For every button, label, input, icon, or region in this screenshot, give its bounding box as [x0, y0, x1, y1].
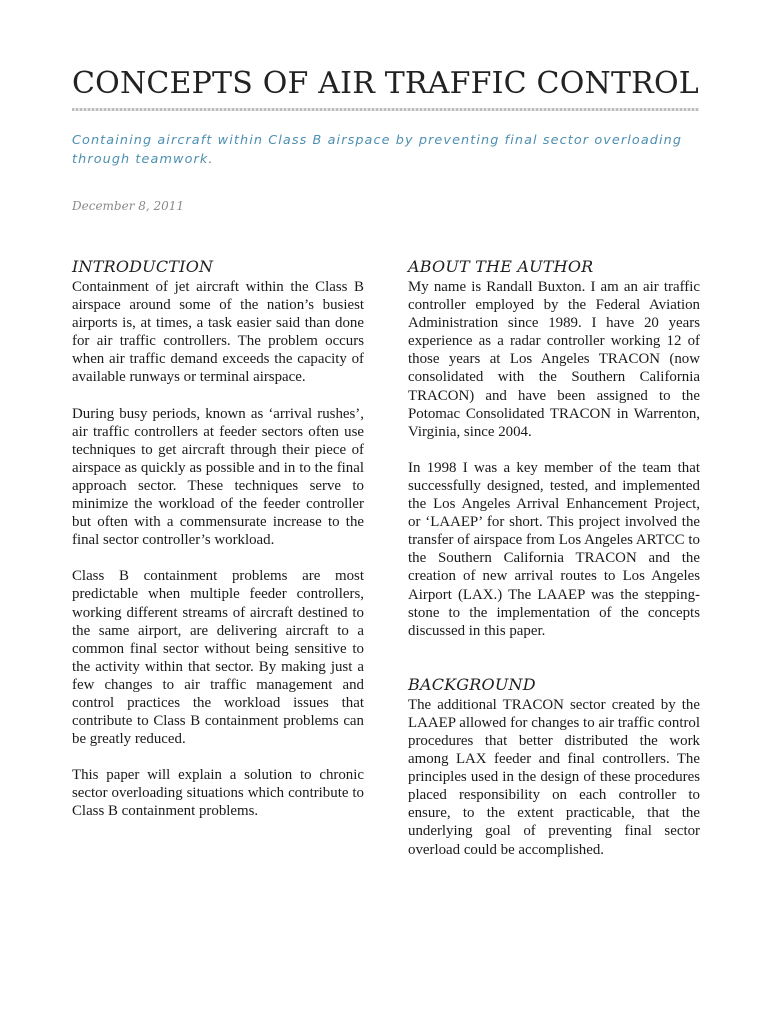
- background-paragraph-1: The additional TRACON sector created by the LAAEP allowed for changes to air traffic control procedures that better distributed the work among LAX feeder and final controllers. The principles used in the design of these procedures placed responsibility on each controller to ensure, to the extent practicable, that the underlying goal of preventing final sector overload could be accomplished.: [408, 696, 700, 858]
- author-paragraph-2: In 1998 I was a key member of the team that successfully designed, tested, and implemented the Los Angeles Arrival Enhancement Project, or ‘LAAEP’ for short. This project involved the transfer of airspace from Los Angeles ARTCC to the Southern California TRACON and the creation of new arrival routes to Los Angeles Airport (LAX.) The LAAEP was the stepping-stone to the implementation of the concepts discussed in this paper.: [408, 459, 700, 639]
- background-heading: BACKGROUND: [408, 674, 536, 694]
- document-title: CONCEPTS OF AIR TRAFFIC CONTROL: [72, 66, 699, 101]
- subtitle-text: Containing aircraft within Class B airspace by preventing final sector overloading through teamwork: [72, 133, 683, 167]
- intro-paragraph-3: Class B containment problems are most predictable when multiple feeder controllers, working different streams of aircraft destined to the same airport, are delivering aircraft to a common final sector without being sensitive to the activity within that sector. By making just a few changes to air traffic management and control practices the workload issues that contribute to Class B containment problems can be greatly reduced.: [72, 568, 364, 748]
- author-paragraph-1: My name is Randall Buxton. I am an air traffic controller employed by the Federal Aviation Administration since 1989. I have 20 years experience as a radar controller working 12 of those years at Los Angeles TRACON (now consolidated with the Southern California TRACON) and have been assigned to the Potomac Consolidated TRACON in Warrenton, Virginia, since 2004.: [408, 279, 700, 440]
- document-subtitle: [72, 131, 692, 169]
- about-author-heading: ABOUT THE AUTHOR: [408, 257, 594, 276]
- title-divider: [72, 108, 699, 111]
- introduction-heading: INTRODUCTION: [72, 257, 214, 276]
- subtitle-period: .: [208, 152, 214, 167]
- right-column: [408, 256, 700, 877]
- intro-paragraph-2: During busy periods, known as ‘arrival rushes’, air traffic controllers at feeder sectors often use techniques to get aircraft through their piece of airspace as quickly as possible and in to the final approach sector. These techniques serve to minimize the workload of the feeder controller but often with a commensurate increase to the final sector controller’s workload.: [72, 405, 364, 549]
- left-column: [72, 256, 364, 839]
- document-date: December 8, 2011: [72, 199, 185, 213]
- intro-paragraph-4: This paper will explain a solution to chronic sector overloading situations which contribute to Class B containment problems.: [72, 767, 364, 820]
- intro-paragraph-1: Containment of jet aircraft within the Class B airspace around some of the nation’s busiest airports is, at times, a task easier said than done for air traffic controllers. The problem occurs when air traffic demand exceeds the capacity of available runways or terminal airspace.: [72, 279, 364, 386]
